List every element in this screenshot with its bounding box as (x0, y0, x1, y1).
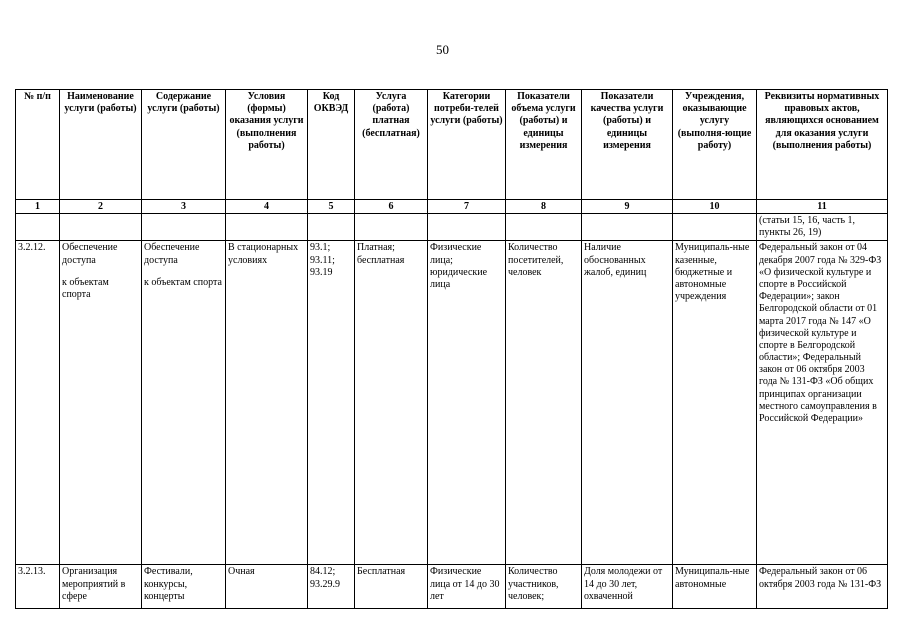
header-cell-10: Учреждения, оказывающие услугу (выполня-ющие работу) (673, 90, 757, 200)
consumer-categories: Физические лица от 14 до 30 лет (428, 565, 506, 609)
column-number: 4 (226, 200, 308, 214)
header-row (16, 90, 888, 200)
quality-indicators: Наличие обоснованных жалоб, единиц (582, 241, 673, 565)
header-cell-3: Содержание услуги (работы) (142, 90, 226, 200)
service-content (142, 241, 226, 565)
table-row (16, 241, 888, 565)
service-content: Фестивали, конкурсы, концерты (142, 565, 226, 609)
service-name: Организация мероприятий в сфере (60, 565, 142, 609)
okved-code: 93.1; 93.11; 93.19 (308, 241, 355, 565)
page-number: 50 (436, 42, 449, 57)
header-cell-11: Реквизиты нормативных правовых актов, являющихся основанием для оказания услуги (выполнения работы) (757, 90, 888, 200)
okved-code: 84.12; 93.29.9 (308, 565, 355, 609)
paid-status: Платная; бесплатная (355, 241, 428, 565)
service-conditions: Очная (226, 565, 308, 609)
column-number: 8 (506, 200, 582, 214)
column-number: 6 (355, 200, 428, 214)
paid-status: Бесплатная (355, 565, 428, 609)
legal-acts: Федеральный закон от 04 декабря 2007 года № 329-ФЗ «О физической культуре и спорте в Российской Федерации»; закон Белгородской области от 01 марта 2017 года № 147 «О физической культуре и спорте в Белгородской области»; Федеральный закон от 06 октября 2003 года № 131-ФЗ «Об общих принципах организации местного самоуправления в Российской Федерации» (757, 241, 888, 565)
header-cell-9: Показатели качества услуги (работы) и единицы измерения (582, 90, 673, 200)
header-cell-1: № п/п (16, 90, 60, 200)
service-name (60, 241, 142, 565)
institutions: Муниципаль-ные казенные, бюджетные и автономные учреждения (673, 241, 757, 565)
column-number: 3 (142, 200, 226, 214)
consumer-categories: Физические лица; юридические лица (428, 241, 506, 565)
header-cell-4: Условия (формы) оказания услуги (выполнения работы) (226, 90, 308, 200)
row-number: 3.2.12. (16, 241, 60, 565)
volume-indicators: Количество посетителей, человек (506, 241, 582, 565)
column-number: 10 (673, 200, 757, 214)
service-content-part: к объектам спорта (144, 276, 222, 288)
column-number: 5 (308, 200, 355, 214)
header-cell-2: Наименование услуги (работы) (60, 90, 142, 200)
header-cell-7: Категории потреби-телей услуги (работы) (428, 90, 506, 200)
service-name-part: Обеспечение доступа (62, 242, 118, 266)
column-number: 7 (428, 200, 506, 214)
column-number: 9 (582, 200, 673, 214)
volume-indicators: Количество участников, человек; (506, 565, 582, 609)
row-number: 3.2.13. (16, 565, 60, 609)
legal-acts: Федеральный закон от 06 октября 2003 года № 131-ФЗ (757, 565, 888, 609)
column-number-row (16, 200, 888, 214)
column-number: 11 (757, 200, 888, 214)
service-content-part: Обеспечение доступа (144, 242, 200, 266)
column-number: 1 (16, 200, 60, 214)
header-cell-8: Показатели объема услуги (работы) и единицы измерения (506, 90, 582, 200)
continuation-acts: (статьи 15, 16, часть 1, пункты 26, 19) (757, 214, 888, 241)
service-conditions: В стационарных условиях (226, 241, 308, 565)
service-name-part: к объектам спорта (62, 276, 109, 300)
header-cell-6: Услуга (работа) платная (бесплатная) (355, 90, 428, 200)
institutions: Муниципаль-ные автономные (673, 565, 757, 609)
services-table (15, 89, 888, 609)
header-cell-5: Код ОКВЭД (308, 90, 355, 200)
table-row (16, 565, 888, 609)
quality-indicators: Доля молодежи от 14 до 30 лет, охваченной (582, 565, 673, 609)
column-number: 2 (60, 200, 142, 214)
continuation-row (16, 214, 888, 241)
